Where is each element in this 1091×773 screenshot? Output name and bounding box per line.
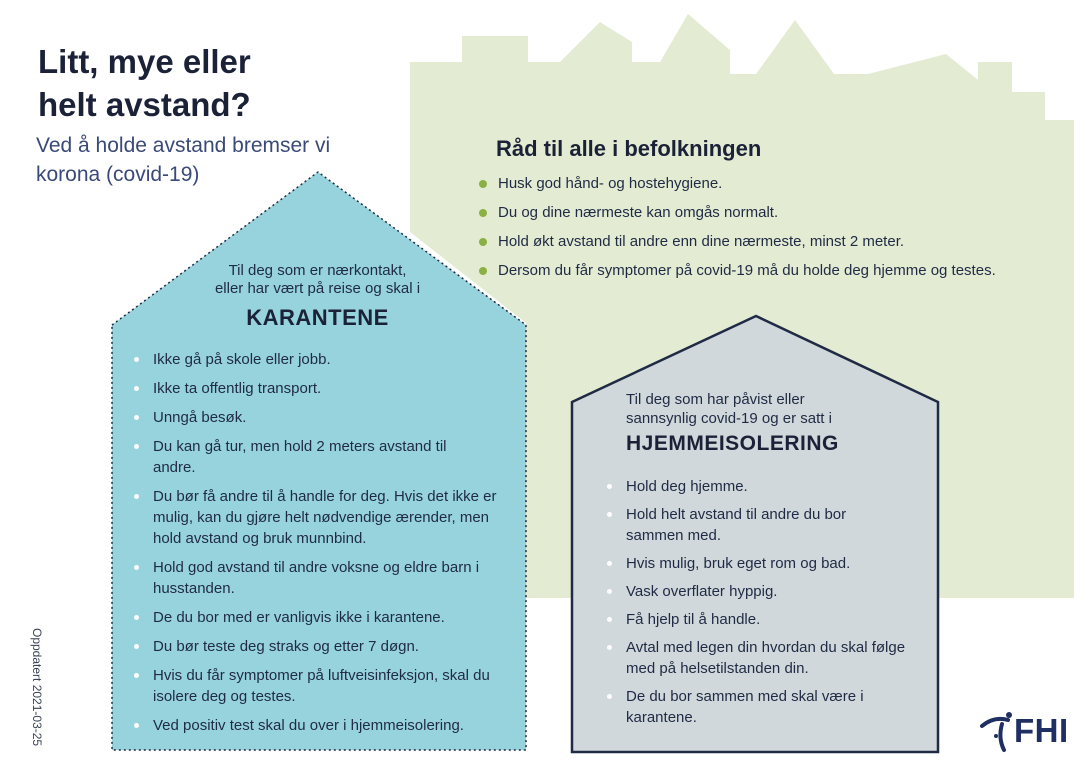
isolering-item: De du bor sammen med skal være i karantene. xyxy=(607,686,916,728)
isolering-list xyxy=(607,476,907,735)
isolering-item: Avtal med legen din hvordan du skal følge med på helsetilstanden din. xyxy=(607,637,916,679)
karantene-item: Hold god avstand til andre voksne og eldre barn i husstanden. xyxy=(134,557,514,599)
karantene-item: Du bør teste deg straks og etter 7 døgn. xyxy=(134,636,514,657)
fhi-logo xyxy=(980,710,1080,754)
isolering-intro-line-1: Til deg som har påvist eller xyxy=(626,391,805,408)
page-subtitle xyxy=(36,131,376,189)
subtitle-line-2: korona (covid-19) xyxy=(36,163,200,186)
general-advice-item: Du og dine nærmeste kan omgås normalt. xyxy=(478,204,1078,222)
isolering-intro xyxy=(626,390,906,428)
karantene-item: Hvis du får symptomer på luftveisinfeksjon, skal du isolere deg og testes. xyxy=(134,665,493,707)
subtitle-line-1: Ved å holde avstand bremser vi xyxy=(36,134,331,157)
karantene-item: Unngå besøk. xyxy=(134,407,514,428)
page-title xyxy=(38,40,378,126)
karantene-item: Ikke gå på skole eller jobb. xyxy=(134,349,514,370)
updated-date: Oppdatert 2021-03-25 xyxy=(30,628,44,747)
karantene-item: Du kan gå tur, men hold 2 meters avstand til andre. xyxy=(134,436,473,478)
karantene-item: De du bor med er vanligvis ikke i karantene. xyxy=(134,607,514,628)
isolering-heading: HJEMMEISOLERING xyxy=(626,432,839,455)
title-line-1: Litt, mye eller xyxy=(38,43,251,80)
general-advice-item: Dersom du får symptomer på covid-19 må du holde deg hjemme og testes. xyxy=(478,262,1078,280)
isolering-item: Få hjelp til å handle. xyxy=(607,609,907,630)
isolering-item: Hold helt avstand til andre du bor sammen med. xyxy=(607,504,896,546)
karantene-heading: KARANTENE xyxy=(246,305,389,330)
karantene-intro-line-2: eller har vært på reise og skal i xyxy=(214,280,421,297)
karantene-intro xyxy=(180,262,455,298)
general-advice-item: Hold økt avstand til andre enn dine nærmeste, minst 2 meter. xyxy=(478,233,1078,251)
general-advice-item: Husk god hånd- og hostehygiene. xyxy=(478,175,1078,193)
karantene-list xyxy=(134,349,514,744)
karantene-item: Ved positiv test skal du over i hjemmeisolering. xyxy=(134,715,514,736)
karantene-item: Du bør få andre til å handle for deg. Hvis det ikke er mulig, kan du gjøre helt nødvendige ærender, men hold avstand og bruk munnbind. xyxy=(134,486,513,549)
karantene-item: Ikke ta offentlig transport. xyxy=(134,378,514,399)
karantene-intro-line-1: Til deg som er nærkontakt, xyxy=(228,262,407,279)
isolering-item: Hvis mulig, bruk eget rom og bad. xyxy=(607,553,907,574)
title-line-2: helt avstand? xyxy=(38,86,251,123)
isolering-item: Vask overflater hyppig. xyxy=(607,581,907,602)
general-advice-list xyxy=(478,175,1078,291)
isolering-item: Hold deg hjemme. xyxy=(607,476,907,497)
fhi-logo-text: FHI xyxy=(1014,712,1069,749)
isolering-intro-line-2: sannsynlig covid-19 og er satt i xyxy=(626,410,832,427)
fhi-logo-mark-icon xyxy=(980,710,1014,754)
general-advice-heading: Råd til alle i befolkningen xyxy=(496,136,762,161)
